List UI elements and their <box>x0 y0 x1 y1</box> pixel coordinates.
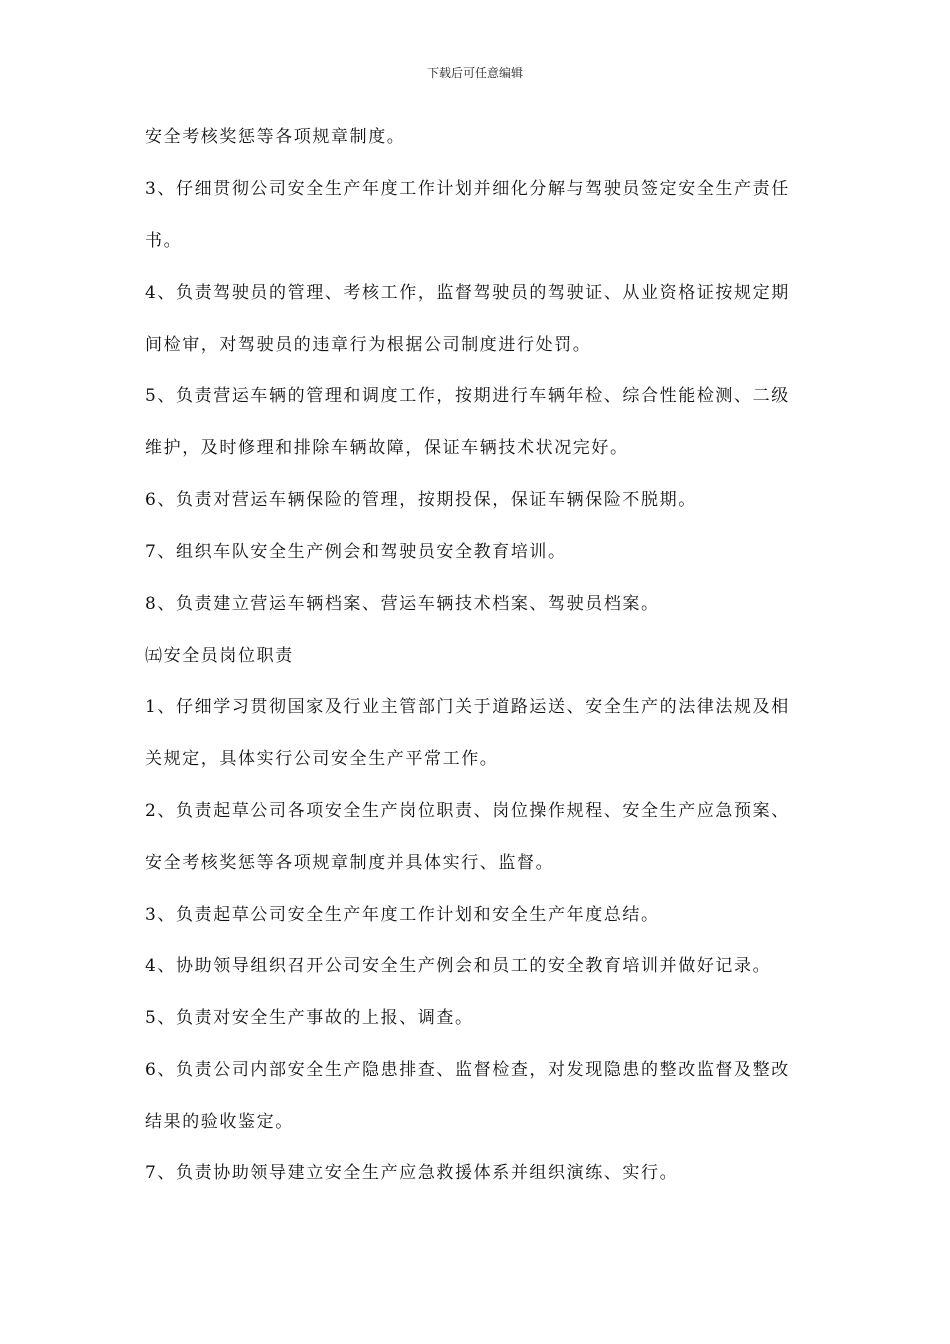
text-line: 7、组织车队安全生产例会和驾驶员安全教育培训。 <box>145 542 567 562</box>
text-line: 关规定，具体实行公司安全生产平常工作。 <box>145 749 499 769</box>
text-line: 8、负责建立营运车辆档案、营运车辆技术档案、驾驶员档案。 <box>145 594 660 614</box>
page-header: 下载后可任意编辑 <box>426 66 523 80</box>
text-line: 2、负责起草公司各项安全生产岗位职责、岗位操作规程、安全生产应急预案、 <box>145 801 790 821</box>
text-line: 6、负责公司内部安全生产隐患排查、监督检查，对发现隐患的整改监督及整改 <box>145 1060 790 1080</box>
text-line: 结果的验收鉴定。 <box>145 1112 294 1132</box>
text-line: 书。 <box>145 231 183 251</box>
text-line: 7、负责协助领导建立安全生产应急救援体系并组织演练、实行。 <box>145 1163 679 1183</box>
text-line: 3、仔细贯彻公司安全生产年度工作计划并细化分解与驾驶员签定安全生产责任 <box>145 179 790 199</box>
text-line: 维护，及时修理和排除车辆故障，保证车辆技术状况完好。 <box>145 438 629 458</box>
text-line: 4、负责驾驶员的管理、考核工作，监督驾驶员的驾驶证、从业资格证按规定期 <box>145 283 790 303</box>
text-line: 3、负责起草公司安全生产年度工作计划和安全生产年度总结。 <box>145 905 660 925</box>
text-line: 4、协助领导组织召开公司安全生产例会和员工的安全教育培训并做好记录。 <box>145 956 772 976</box>
text-line: 1、仔细学习贯彻国家及行业主管部门关于道路运送、安全生产的法律法规及相 <box>145 697 790 717</box>
text-line: 5、负责营运车辆的管理和调度工作，按期进行车辆年检、综合性能检测、二级 <box>145 386 790 406</box>
text-line: 5、负责对安全生产事故的上报、调查。 <box>145 1008 474 1028</box>
section-heading: ㈤安全员岗位职责 <box>145 646 294 666</box>
text-line: 间检审，对驾驶员的违章行为根据公司制度进行处罚。 <box>145 335 592 355</box>
text-line: 6、负责对营运车辆保险的管理，按期投保，保证车辆保险不脱期。 <box>145 490 697 510</box>
text-line: 安全考核奖惩等各项规章制度并具体实行、监督。 <box>145 853 555 873</box>
text-line: 安全考核奖惩等各项规章制度。 <box>145 127 406 147</box>
